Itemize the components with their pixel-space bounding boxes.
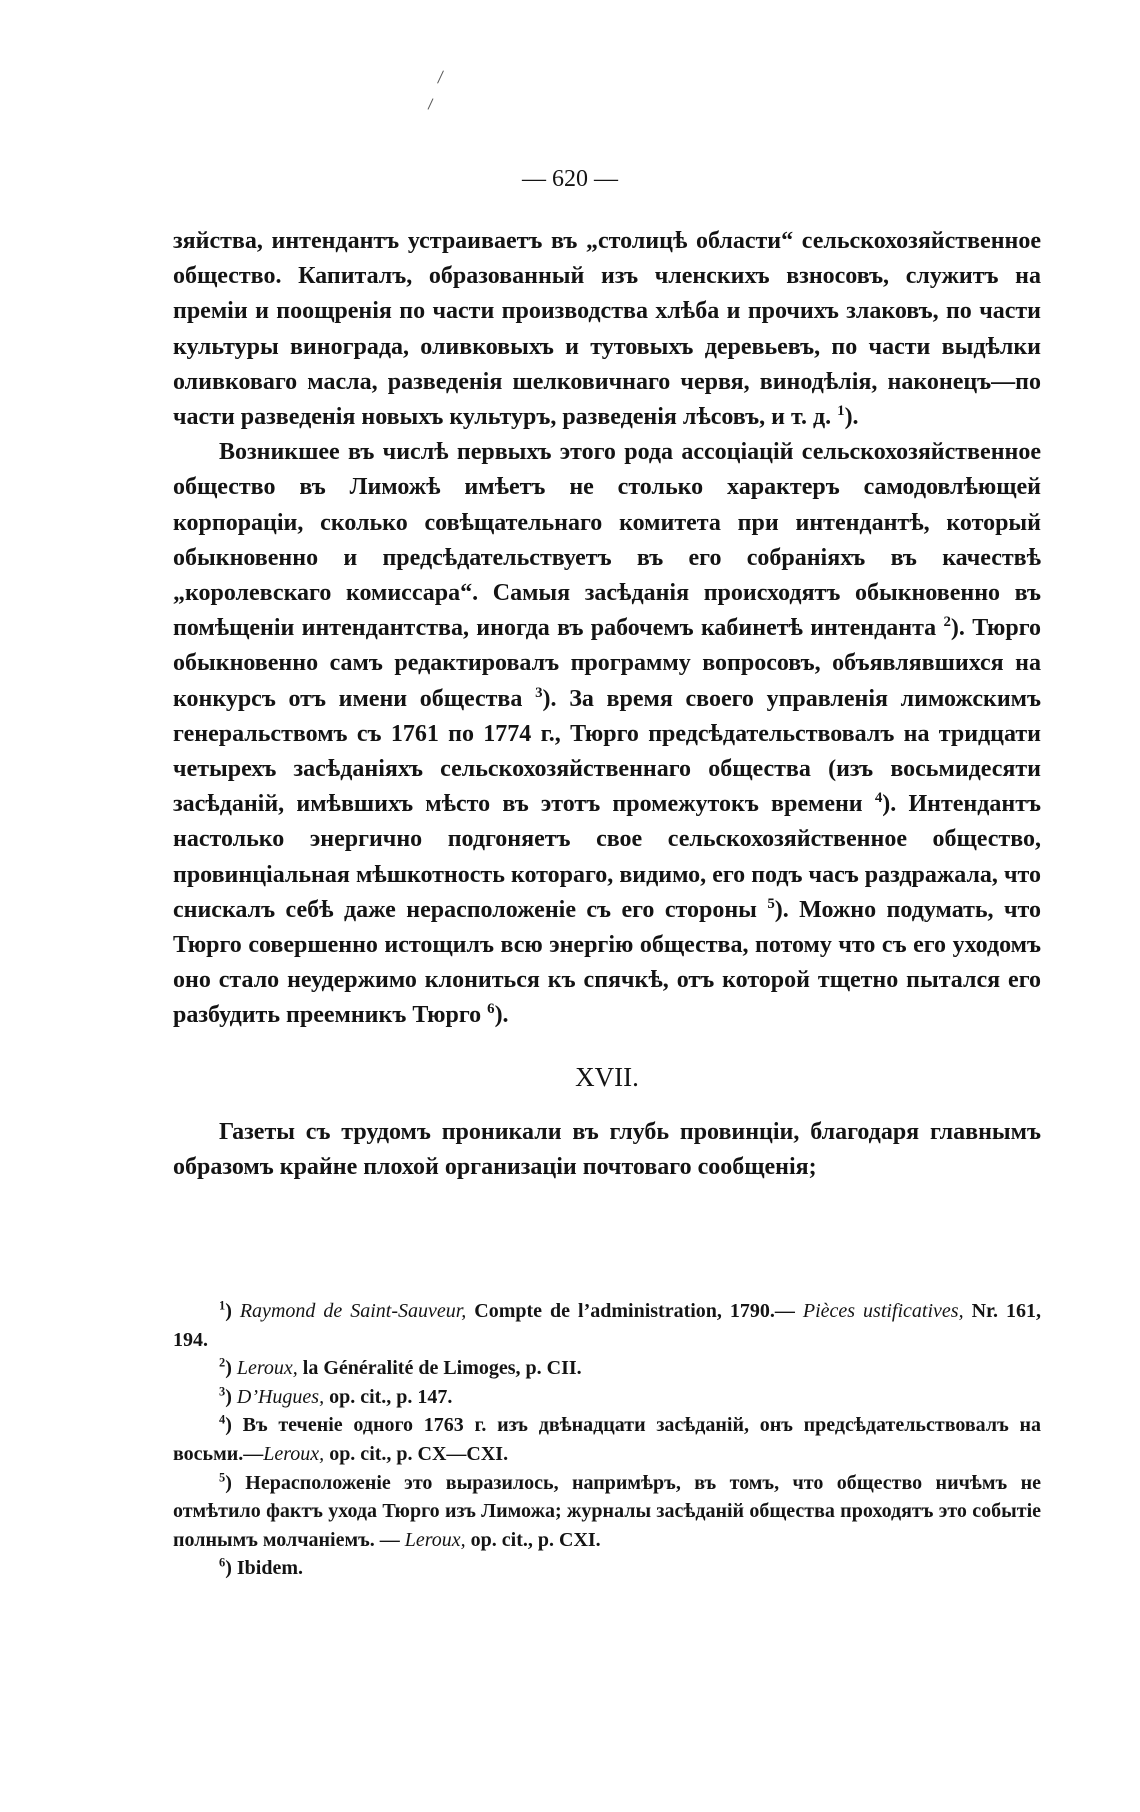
- footnote-ref: 1: [837, 403, 845, 420]
- footnote: $^5$) Нерасположеніе это выразилось, напримѣръ, въ томъ, что общество ничѣмъ не отмѣтило фактъ ухода Тюрго изъ Лиможа; журналы засѣданій общества проходятъ это событіе полнымъ молчаніемъ. — Leroux, op. cit., p. CXI.: [173, 1469, 1041, 1551]
- footnote-ref: 5: [767, 895, 775, 912]
- footnote-ref: 4: [874, 790, 883, 807]
- footnote-ref: 2: [943, 614, 951, 631]
- footnote-ref: 6: [487, 1001, 495, 1018]
- scan-mark: [437, 70, 444, 83]
- scan-mark: [428, 98, 434, 109]
- paragraph: зяйства, интендантъ устраиваетъ въ „столицѣ области“ сельскохозяйственное общество. Капиталъ, образованный изъ членскихъ взносовъ, служитъ на преміи и поощренія по части производства хлѣба и прочихъ злаковъ, по части культуры винограда, оливковыхъ и тутовыхъ деревьевъ, по части выдѣлки оливковаго масла, разведенія шелковичнаго червя, винодѣлія, наконецъ—по части разведенія новыхъ культуръ, разведенія лѣсовъ, и т. д. $^1$).: [173, 228, 1041, 431]
- main-text: [173, 224, 1041, 1185]
- paragraph: Газеты съ трудомъ проникали въ глубь провинціи, благодаря главнымъ образомъ крайне плохой организаціи почтоваго сообщенія;: [173, 1118, 1041, 1181]
- footnote: $^2$) Leroux, la Généralité de Limoges, p. CII.: [219, 1355, 582, 1380]
- footnotes: [173, 1297, 1041, 1583]
- footnote: $^6$) Ibidem.: [219, 1555, 303, 1580]
- page-number: — 620 —: [522, 166, 618, 192]
- paragraph: Возникшее въ числѣ первыхъ этого рода ассоціацій сельскохозяйственное общество въ Лиможѣ имѣетъ не столько характеръ самодовлѣющей корпораціи, сколько совѣщательнаго комитета при интендантѣ, который обыкновенно и предсѣдательствуетъ въ его собраніяхъ въ качествѣ „королевскаго комиссара“. Самыя засѣданія происходятъ обыкновенно въ помѣщеніи интендантства, иногда въ рабочемъ кабинетѣ интенданта $^2$). Тюрго обыкновенно самъ редактировалъ программу вопросовъ, объявлявшихся на конкурсъ отъ имени общества $^3$). За время своего управленія лиможскимъ генеральствомъ съ 1761 по 1774 г., Тюрго предсѣдательствовалъ на тридцати четырехъ засѣданіяхъ сельскохозяйственнаго общества (изъ восьмидесяти засѣданій, имѣвшихъ мѣсто въ этотъ промежутокъ времени $^4$). Интендантъ настолько энергично подгоняетъ свое сельскохозяйственное общество, провинціальная мѣшкотность котораго, видимо, его подъ часъ раздражала, что снискалъ себѣ даже нерасположеніе съ его стороны $^5$). Можно подумать, что Тюрго совершенно истощилъ всю энергію общества, потому что съ его уходомъ оно стало неудержимо клониться къ спячкѣ, отъ которой тщетно пытался его разбудить преемникъ Тюрго $^6$).: [173, 439, 1041, 1029]
- footnote-ref: 3: [535, 684, 543, 701]
- section-heading: XVII.: [575, 1061, 639, 1092]
- footnote: $^3$) D’Hugues, op. cit., p. 147.: [219, 1384, 453, 1408]
- footnote: $^4$) Въ теченіе одного 1763 г. изъ двѣнадцати засѣданій, онъ предсѣдательствовалъ на восьми.—Leroux, op. cit., p. CX—CXI.: [173, 1412, 1041, 1465]
- footnote: $^1$) Raymond de Saint-Sauveur, Compte de l’administration, 1790.— Pièces ustificatives, Nr. 161, 194.: [173, 1298, 1042, 1351]
